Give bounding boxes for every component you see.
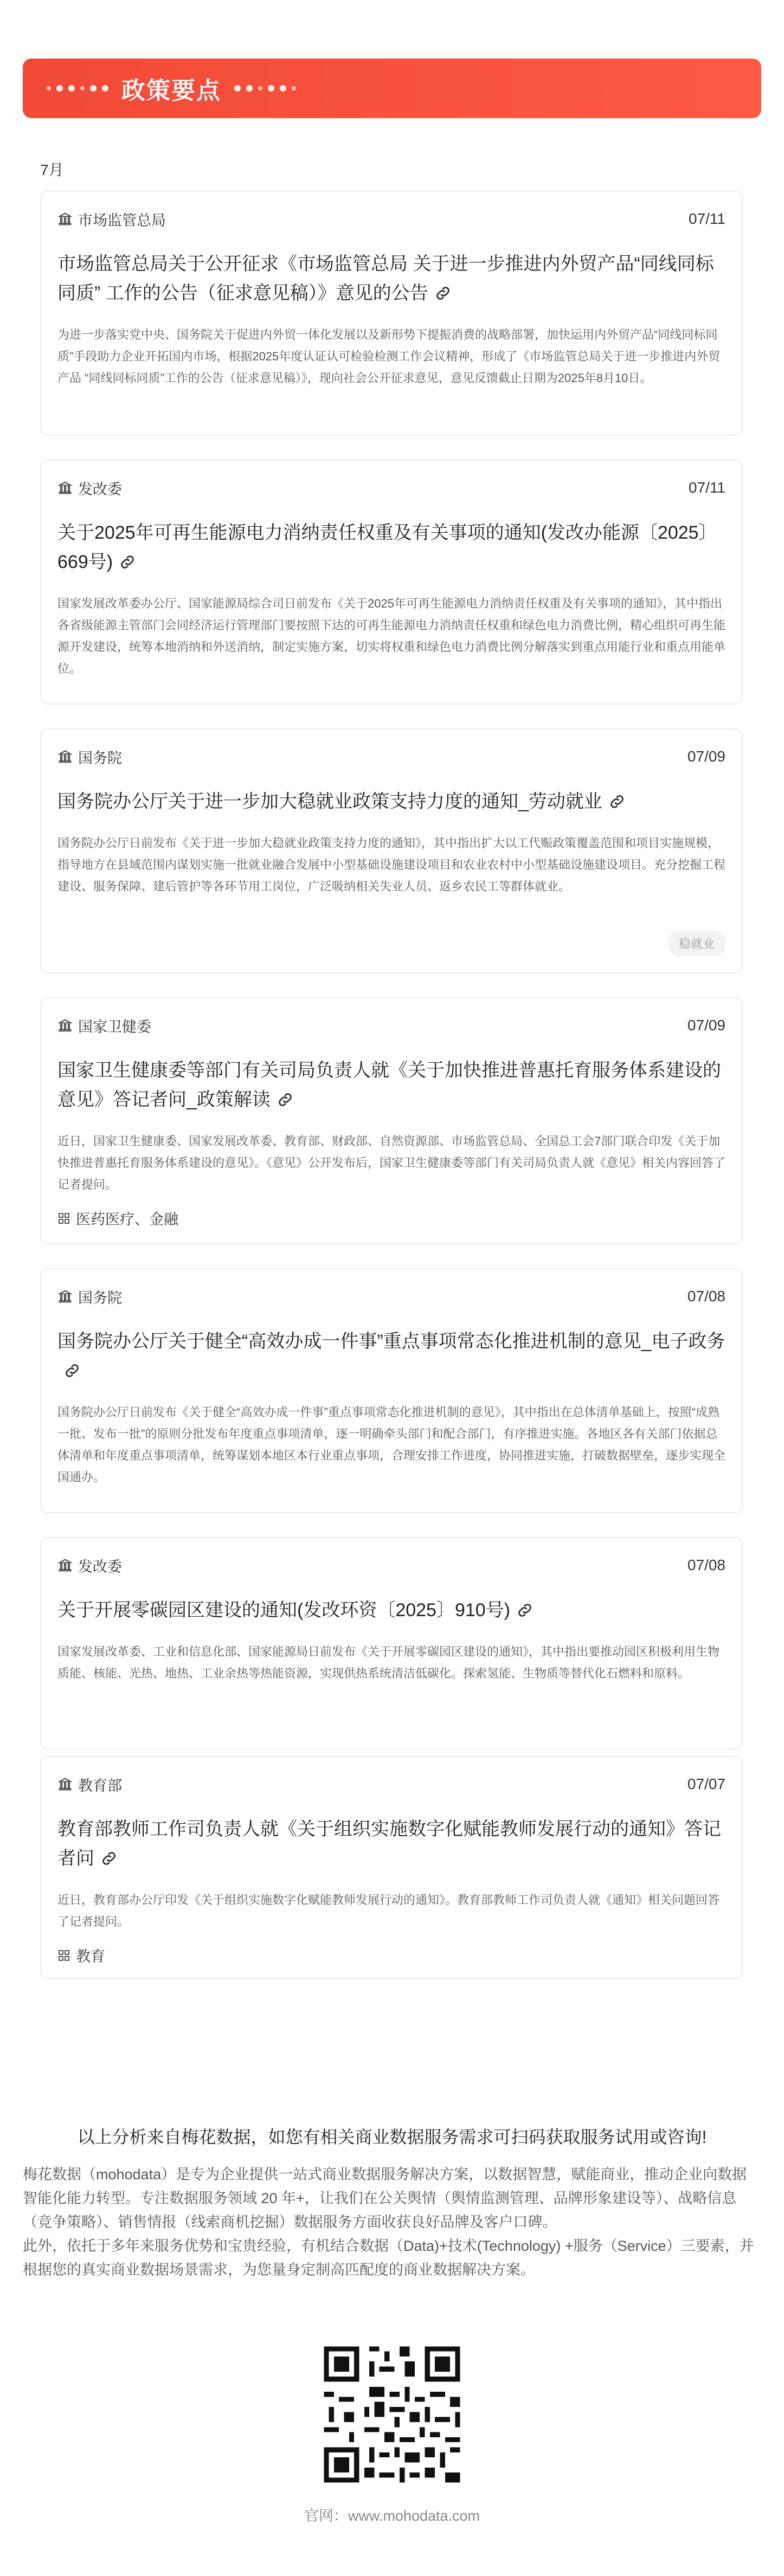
- company-intro: 梅花数据（mohodata）是专为企业提供一站式商业数据服务解决方案，以数据智慧，赋能商业，推动企业向数据智能化能力转型。专注数据服务领域 20 年+，让我们在公关舆情（舆情监测管理、品牌形象建设等）、战略信息（竞争策略）、销售情报（线索商机挖掘）数据服务方面收获良好品牌及客户口碑。: [23, 2166, 747, 2230]
- card-title[interactable]: 关于2025年可再生能源电力消纳责任权重及有关事项的通知(发改办能源〔2025〕669号): [57, 522, 717, 572]
- card-source: 国务院: [57, 746, 122, 767]
- card-summary: 为进一步落实党中央、国务院关于促进内外贸一体化发展以及新形势下提振消费的战略部署，加快运用内外贸产品“同线同标同质”手段助力企业开拓国内市场，根据2025年度认证认可检验检测工作会议精神，形成了《市场监管总局关于进一步推进内外贸产品 “同线同标同质”工作的公告（征求意见稿）》，现向社会公开征求意见，意见反馈截止日期为2025年8月10日。: [57, 328, 721, 385]
- card-summary: 近日，国家卫生健康委、国家发展改革委、教育部、财政部、自然资源部、市场监管总局、全国总工会7部门联合印发《关于加快推进普惠托育服务体系建设的意见》。《意见》公开发布后，国家卫生健康委等部门有关司局负责人就《意见》相关内容回答了记者提问。: [57, 1134, 726, 1191]
- industry-tags: 医药医疗、金融: [57, 1208, 725, 1229]
- card-summary: 国务院办公厅日前发布《关于健全“高效办成一件事”重点事项常态化推进机制的意见》，其中指出在总体清单基础上，按照“成熟一批、发布一批”的原则分批发布年度重点事项清单，逐一明确牵头部门和配合部门，有序推进实施。各地区各有关部门依据总体清单和年度重点事项清单，统筹谋划本地区本行业重点事项，合理安排工作进度，协同推进实施，打破数据壁垒，逐步实现全国通办。: [57, 1405, 726, 1484]
- card-source: 发改委: [57, 1555, 122, 1576]
- card-source: 国务院: [57, 1286, 122, 1307]
- card-summary: 国家发展改革委、工业和信息化部、国家能源局日前发布《关于开展零碳园区建设的通知》，其中指出要推动园区积极利用生物质能、核能、光热、地热、工业余热等热能资源，实现供热系统清洁低碳化。探索氢能、生物质等替代化石燃料和原料。: [57, 1645, 720, 1680]
- category-grid-icon: [57, 1212, 70, 1225]
- building-icon: [57, 480, 73, 495]
- card-date: 07/11: [689, 210, 725, 227]
- policy-card[interactable]: [40, 1756, 743, 1979]
- card-date: 07/09: [687, 1017, 725, 1034]
- policy-card[interactable]: [40, 1537, 743, 1749]
- page-title: 政策要点: [121, 78, 221, 104]
- link-icon: [63, 1361, 81, 1380]
- decor-dots-right: [234, 85, 296, 92]
- card-date: 07/11: [689, 479, 725, 496]
- building-icon: [57, 1289, 73, 1304]
- policy-card[interactable]: [40, 997, 743, 1244]
- website-url[interactable]: 官网：www.mohodata.com: [304, 2508, 480, 2524]
- card-title[interactable]: 国务院办公厅关于健全“高效办成一件事”重点事项常态化推进机制的意见_电子政务: [57, 1327, 725, 1385]
- header-banner: [23, 59, 761, 118]
- card-title[interactable]: 国务院办公厅关于进一步加大稳就业政策支持力度的通知_劳动就业: [57, 787, 725, 816]
- card-source: 市场监管总局: [57, 209, 166, 230]
- month-label: 7月: [40, 162, 64, 178]
- card-summary: 近日，教育部办公厅印发《关于组织实施数字化赋能教师发展行动的通知》。教育部教师工作司负责人就《通知》相关问题回答了记者提问。: [57, 1893, 720, 1928]
- building-icon: [57, 1558, 73, 1573]
- building-icon: [57, 1018, 73, 1033]
- building-icon: [57, 749, 73, 764]
- card-title[interactable]: 国家卫生健康委等部门有关司局负责人就《关于加快推进普惠托育服务体系建设的意见》答记者问_政策解读: [57, 1060, 721, 1110]
- card-date: 07/08: [687, 1288, 725, 1305]
- topic-tag[interactable]: 稳就业: [668, 931, 725, 956]
- card-date: 07/08: [687, 1557, 725, 1573]
- policy-card[interactable]: [40, 1268, 743, 1513]
- qr-code: [319, 2341, 465, 2488]
- policy-card[interactable]: [40, 191, 743, 436]
- decor-dots-left: [47, 85, 108, 92]
- link-icon: [516, 1601, 534, 1619]
- link-icon: [100, 1849, 118, 1868]
- building-icon: [57, 211, 73, 227]
- policy-card[interactable]: [40, 460, 743, 705]
- card-date: 07/07: [687, 1776, 725, 1792]
- card-summary: 国家发展改革委办公厅、国家能源局综合司日前发布《关于2025年可再生能源电力消纳责任权重及有关事项的通知》，其中指出各省级能源主管部门会同经济运行管理部门要按照下达的可再生能源电力消纳责任权重和绿色电力消费比例，精心组织可再生能源开发建设，统筹本地消纳和外送消纳，制定实施方案，切实将权重和绿色电力消费比例分解落实到重点用能行业和重点用能单位。: [57, 597, 726, 675]
- card-title[interactable]: 关于开展零碳园区建设的通知(发改环资〔2025〕910号): [57, 1596, 725, 1625]
- link-icon: [434, 284, 452, 302]
- card-summary: 国务院办公厅日前发布《关于进一步加大稳就业政策支持力度的通知》，其中指出扩大以工代赈政策覆盖范围和项目实施规模，指导地方在县域范围内谋划实施一批就业融合发展中小型基础设施建设项目和农业农村中小型基础设施建设项目。充分挖掘工程建设、服务保障、建后管护等各环节用工岗位，广泛吸纳相关失业人员、返乡农民工等群体就业。: [57, 836, 726, 893]
- building-icon: [57, 1777, 73, 1792]
- card-source: 发改委: [57, 477, 122, 499]
- industry-tags: 教育: [57, 1945, 725, 1966]
- company-service: 此外，依托于多年来服务优势和宝贵经验，有机结合数据（Data)+技术(Technology) +服务（Service）三要素，并根据您的真实商业数据场景需求，为您量身定制高匹配度的商业数据解决方案。: [23, 2238, 754, 2278]
- card-title[interactable]: 教育部教师工作司负责人就《关于组织实施数字化赋能教师发展行动的通知》答记者问: [57, 1819, 721, 1869]
- link-icon: [608, 792, 626, 811]
- card-date: 07/09: [687, 748, 725, 765]
- policy-card[interactable]: [40, 728, 743, 973]
- category-grid-icon: [57, 1949, 70, 1962]
- card-source: 国家卫健委: [57, 1015, 151, 1036]
- footer-headline: 以上分析来自梅花数据，如您有相关商业数据服务需求可扫码获取服务试用或咨询!: [77, 2127, 707, 2147]
- link-icon: [118, 553, 137, 571]
- link-icon: [276, 1090, 294, 1109]
- card-source: 教育部: [57, 1774, 122, 1795]
- card-title[interactable]: 市场监管总局关于公开征求《市场监管总局 关于进一步推进内外贸产品“同线同标同质” 工作的公告（征求意见稿）》意见的公告: [57, 254, 714, 304]
